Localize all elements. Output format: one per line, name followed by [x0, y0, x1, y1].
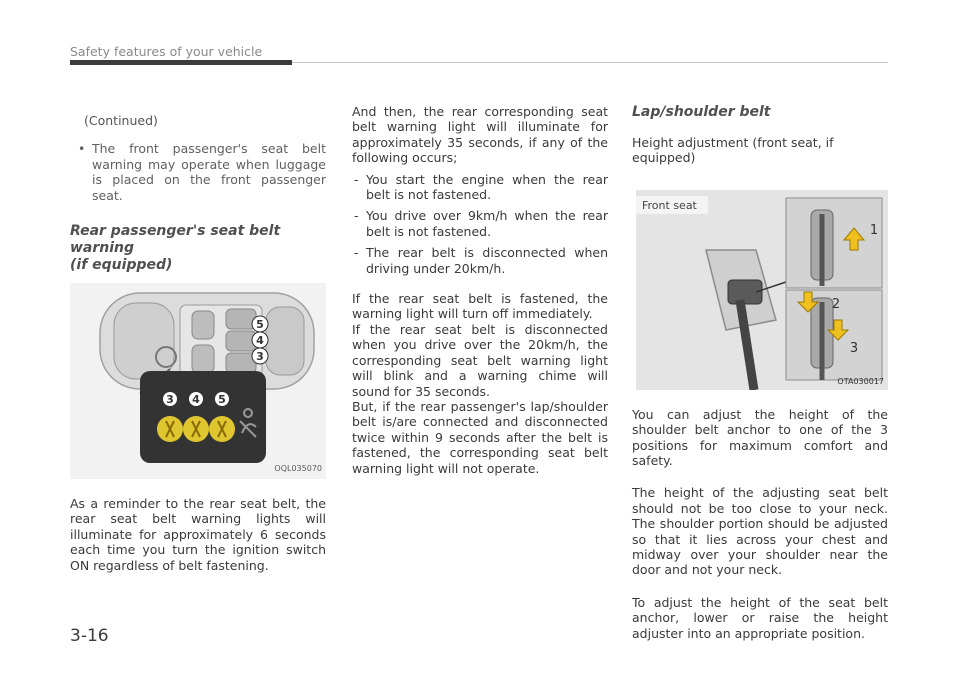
dash-icon: -: [354, 245, 359, 261]
header-bar: [70, 60, 292, 65]
dash-item-disconnected: [352, 245, 608, 276]
panel-label: 5: [218, 393, 226, 407]
bullet-front-passenger: [70, 141, 326, 203]
column-left: [70, 113, 326, 573]
dash-icon: -: [354, 171, 359, 187]
dash-item-engine: [352, 172, 608, 203]
figure-code: OQL035070: [274, 463, 322, 473]
header-divider: [292, 62, 888, 63]
page-number: 3-16: [70, 626, 109, 646]
lap-shoulder-heading: Lap/shoulder belt: [632, 104, 771, 120]
continued-label: (Continued): [84, 113, 158, 128]
rear-warning-heading-line2: (if equipped): [70, 257, 173, 274]
para-adjust: You can adjust the height of the shoulder belt anchor to one of the 3 positions for maximum comfort and safety.: [632, 406, 888, 469]
dash-text: The rear belt is disconnected when driving under 20km/h.: [366, 245, 608, 276]
para-but: But, if the rear passenger's lap/shoulder belt is/are connected and disconnected twice within 9 seconds after the belt is fastened, the corresponding seat belt warning light will not operate.: [352, 398, 608, 476]
panel-label: 4: [192, 393, 200, 407]
column-middle: [352, 104, 608, 476]
seat-label: 5: [256, 318, 264, 332]
position-number: 3: [849, 340, 859, 356]
rear-warning-heading-line1: Rear passenger's seat belt warning: [70, 223, 281, 257]
height-adjustment-subheading: Height adjustment (front seat, if equipped): [632, 135, 834, 166]
seat-label: 4: [256, 334, 264, 348]
bullet-icon: •: [78, 141, 86, 157]
para-reminder: As a reminder to the rear seat belt, the rear seat belt warning lights will illuminate for approximately 6 seconds each time you turn the ignition switch ON regardless of belt fastening.: [70, 496, 326, 573]
bullet-text: The front passenger's seat belt warning may operate when luggage is placed on the front passenger seat.: [92, 141, 326, 203]
position-number: 1: [869, 222, 879, 238]
para-disconnected: If the rear seat belt is disconnected when you drive over the 20km/h, the corresponding seat belt warning light will blink and a warning chime will sound for 35 seconds.: [352, 321, 608, 399]
panel-label: 3: [166, 393, 174, 407]
para-height: The height of the adjusting seat belt should not be too close to your neck. The shoulder portion should be adjusted so that it lies across your chest and midway over your shoulder near the door and not your neck.: [632, 485, 888, 578]
section-title: Safety features of your vehicle: [70, 44, 263, 59]
seatbelt-warning-icon: [157, 416, 235, 442]
figure-code: OTA030017: [837, 376, 884, 386]
para-then: And then, the rear corresponding seat belt warning light will illuminate for approximately 35 seconds, if any of the following occurs;: [352, 104, 608, 166]
dash-text: You start the engine when the rear belt is not fastened.: [366, 171, 608, 203]
column-right: [632, 104, 888, 641]
seatbelt-anchor-figure: [636, 190, 888, 390]
para-to-adjust: To adjust the height of the seat belt anchor, lower or raise the height adjuster into an appropriate position.: [632, 594, 888, 641]
rear-warning-figure: [70, 283, 326, 479]
dash-text: You drive over 9km/h when the rear belt is not fastened.: [366, 208, 608, 239]
figure-label: Front seat: [642, 198, 697, 212]
dash-icon: -: [354, 208, 359, 224]
seat-label: 3: [256, 350, 264, 364]
rear-warning-heading: [70, 223, 326, 274]
dash-item-speed: [352, 208, 608, 239]
seatbelt-anchor-image: [636, 190, 888, 390]
para-fastened: If the rear seat belt is fastened, the warning light will turn off immediately.: [352, 291, 608, 322]
car-top-view-image: [70, 283, 326, 479]
position-number: 2: [831, 296, 841, 312]
